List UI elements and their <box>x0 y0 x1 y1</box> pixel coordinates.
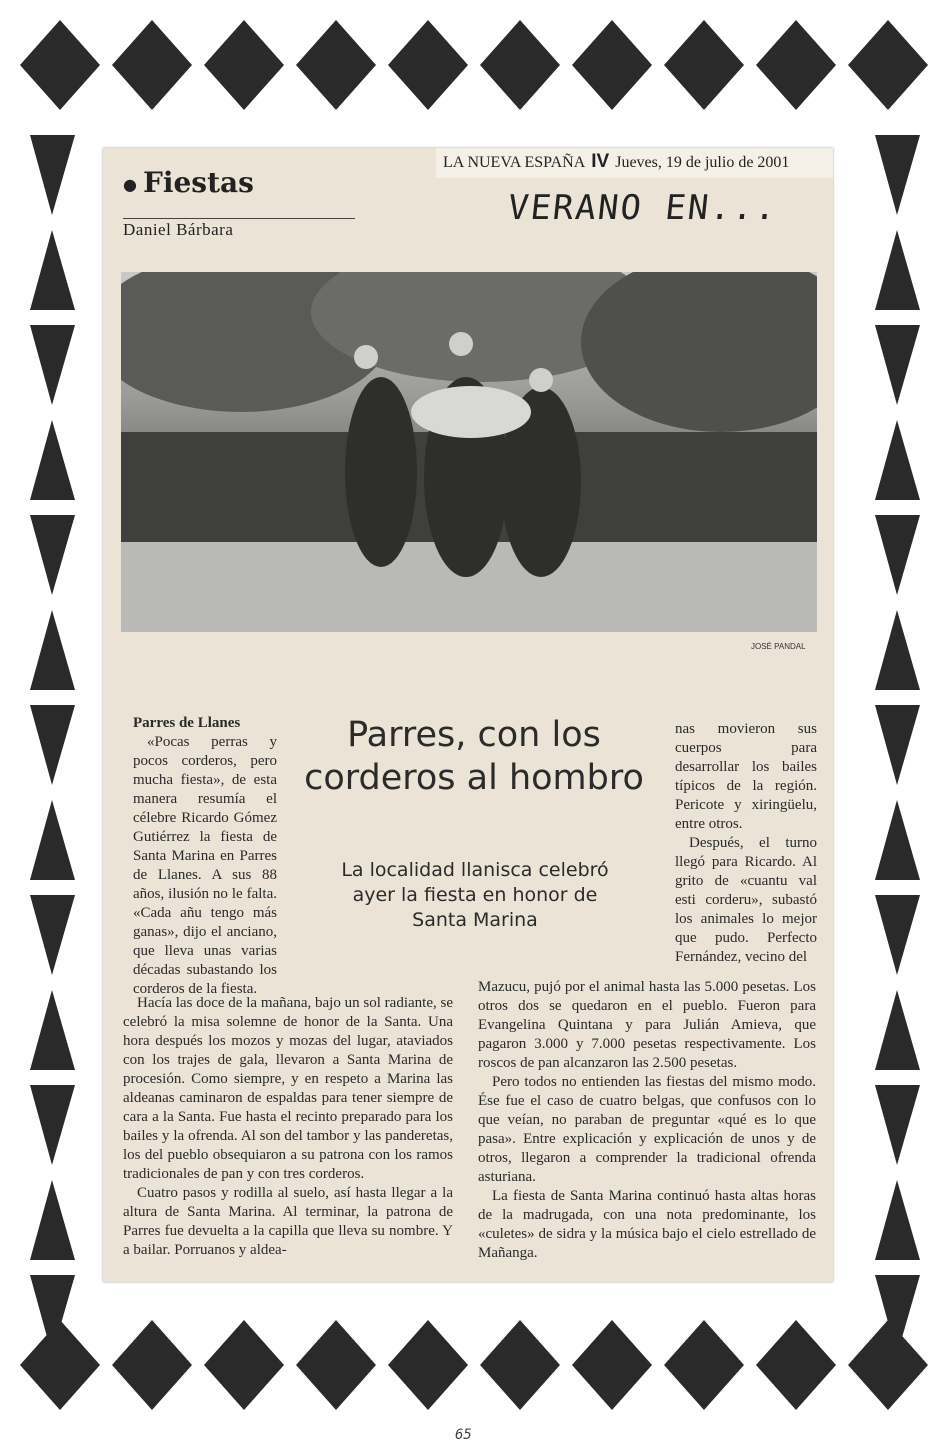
border-triangle <box>30 610 75 690</box>
section-title: ● Fiestas <box>123 166 254 199</box>
section-rule <box>123 218 355 219</box>
border-triangle <box>480 20 560 110</box>
border-triangle <box>30 705 75 785</box>
bullet-icon: ● <box>123 175 137 194</box>
border-triangle <box>875 895 920 975</box>
border-triangle <box>756 1320 836 1410</box>
border-triangle <box>875 1085 920 1165</box>
border-triangle <box>875 515 920 595</box>
border-triangle <box>30 895 75 975</box>
border-triangle <box>875 800 920 880</box>
border-triangle <box>388 20 468 110</box>
article-column-3 <box>675 720 817 967</box>
newspaper-name: LA NUEVA ESPAÑA <box>443 154 586 171</box>
dateline: Parres de Llanes <box>133 715 241 731</box>
border-triangle <box>875 135 920 215</box>
paragraph: La fiesta de Santa Marina continuó hasta altas horas de la madrugada, con una nota predominante, los «culetes» de sidra y la música bajo el cielo estrellado de Mañanga. <box>478 1188 816 1261</box>
border-triangle <box>664 20 744 110</box>
photo-credit: JOSÉ PANDAL <box>751 642 806 651</box>
handwritten-note: VERANO EN... <box>505 188 780 228</box>
border-triangle <box>875 325 920 405</box>
border-triangle <box>30 800 75 880</box>
border-triangle <box>875 990 920 1070</box>
border-triangle <box>848 1320 928 1410</box>
headline: Parres, con los corderos al hombro <box>304 715 644 798</box>
author-byline: Daniel Bárbara <box>123 220 234 239</box>
paragraph: Cuatro pasos y rodilla al suelo, así hasta llegar a la altura de Santa Marina. Al terminar, la patrona de Parres fue devuelta a la capilla que lleva su nombre. Y a bailar. Porruanos y aldea- <box>123 1185 453 1258</box>
border-triangle <box>875 1180 920 1260</box>
border-triangle <box>30 515 75 595</box>
border-triangle <box>296 20 376 110</box>
border-triangle <box>20 1320 100 1410</box>
article-photo <box>121 272 817 632</box>
article-column-right-lower <box>478 978 816 1263</box>
border-triangle <box>756 20 836 110</box>
masthead <box>443 151 789 173</box>
border-triangle <box>30 420 75 500</box>
border-triangle <box>480 1320 560 1410</box>
newspaper-clipping <box>103 148 833 1282</box>
border-triangle <box>30 230 75 310</box>
border-triangle <box>30 135 75 215</box>
border-triangle <box>20 20 100 110</box>
publication-date: Jueves, 19 de julio de 2001 <box>615 154 790 171</box>
border-triangle <box>388 1320 468 1410</box>
paragraph: Después, el turno llegó para Ricardo. Al grito de «cuantu val esti corderu», subastó los animales lo mejor que pudo. Perfecto Fernández, vecino del <box>675 835 817 965</box>
border-triangle <box>30 1180 75 1260</box>
paragraph: nas movieron sus cuerpos para desarrollar los bailes típicos de la región. Pericote y xiringüelu, entre otros. <box>675 721 817 832</box>
border-triangle <box>204 20 284 110</box>
article-column-left-lower <box>123 994 453 1260</box>
subheadline: La localidad llanisca celebró ayer la fiesta en honor de Santa Marina <box>341 859 609 931</box>
border-triangle <box>112 20 192 110</box>
border-triangle <box>296 1320 376 1410</box>
border-triangle <box>30 325 75 405</box>
border-triangle <box>875 420 920 500</box>
border-triangle <box>572 20 652 110</box>
paragraph: Mazucu, pujó por el animal hasta las 5.000 pesetas. Los otros dos se quedaron en el pueblo. Fueron para Evangelina Quintana y para Julián Amieva, que pagaron 3.000 y 7.000 pesetas respectivamente. Los roscos de pan alcanzaron las 2.500 pesetas. <box>478 979 816 1071</box>
page-number: 65 <box>455 1427 472 1443</box>
border-triangle <box>30 990 75 1070</box>
border-triangle <box>204 1320 284 1410</box>
paragraph: Pero todos no entienden las fiestas del mismo modo. Ése fue el caso de cuatro belgas, que confusos con lo que veían, no paraban de preguntar «qué es lo que pasa». Entre explicación y explicación de unos y de otros, llegaron a comprender la tradicional ofrenda asturiana. <box>478 1074 816 1185</box>
paragraph: «Pocas perras y pocos corderos, pero mucha fiesta», de esta manera resumía el célebre Ricardo Gómez Gutiérrez la fiesta de Santa Marina en Parres de Llanes. A sus 88 años, ilusión no le falta. «Cada añu tengo más ganas», dijo el anciano, que lleva unas varias décadas subastando los corderos de la fiesta. <box>133 734 277 997</box>
border-triangle <box>30 1085 75 1165</box>
page-section-number: IV <box>591 151 610 172</box>
border-triangle <box>875 230 920 310</box>
photo-illustration <box>121 272 817 632</box>
border-triangle <box>112 1320 192 1410</box>
border-triangle <box>875 610 920 690</box>
border-triangle <box>572 1320 652 1410</box>
paragraph: Hacía las doce de la mañana, bajo un sol radiante, se celebró la misa solemne de honor de la Santa. Una hora después los mozos y mozas del lugar, ataviados con los trajes de gala, llevaron a Santa Marina de procesión. Como siempre, y en respeto a Marina las aldeanas caminaron de espaldas para tener siempre de cara a la Santa. Fue hasta el recinto preparado para los bailes y la ofrenda. Al son del tambor y las panderetas, los del pueblo obsequiaron a su patrona con los ramos tradicionales de pan y con tres corderos. <box>123 995 453 1182</box>
border-triangle <box>848 20 928 110</box>
article-column-1 <box>133 714 277 999</box>
border-triangle <box>664 1320 744 1410</box>
border-triangle <box>875 705 920 785</box>
